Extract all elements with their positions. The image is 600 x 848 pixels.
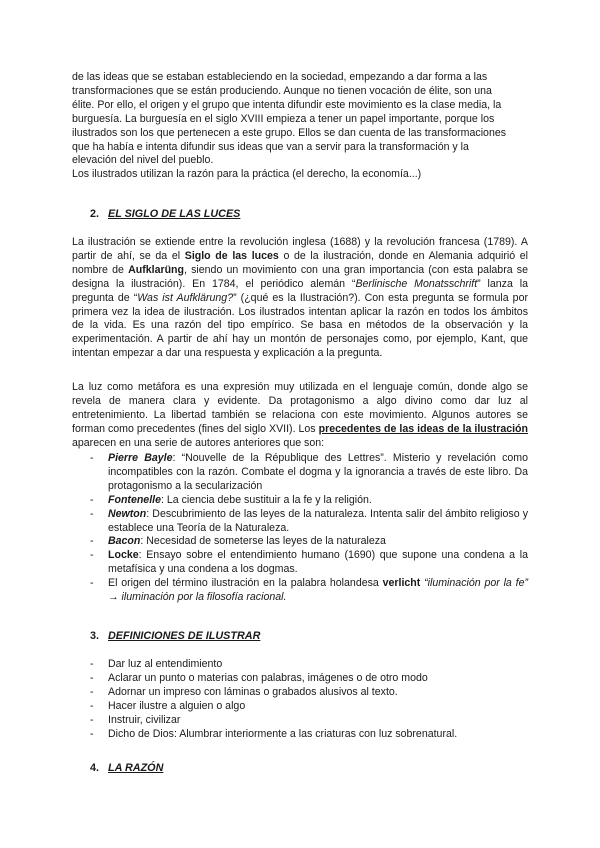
intro-line: de las ideas que se estaban estableciendo en la sociedad, empezando a dar forma a las: [72, 71, 488, 83]
dash-bullet: -: [90, 507, 94, 520]
text-run: La ilustración se extiende entre la revolución inglesa (1688) y la revolución francesa (1789). A partir de ahí, se da el: [72, 236, 528, 262]
dash-bullet: -: [90, 535, 94, 548]
section-4-heading: [90, 761, 163, 775]
text-run: , siendo un movimiento con una gran importancia (con esta palabra se designa la ilustración). En 1784, el periódico alemán “: [72, 263, 528, 290]
author-name: Newton: [108, 507, 147, 520]
italic-definition: “iluminación por la fe” → iluminación por la filosofía racional.: [108, 577, 528, 604]
list-item: [90, 577, 528, 605]
italic-term: Berlinische Monatsschrift: [355, 277, 478, 290]
section-number: 2.: [90, 208, 100, 220]
list-item: [90, 728, 528, 742]
section-2-paragraph-2: [72, 381, 528, 451]
text-run: ” lanza la pregunta de “: [72, 277, 528, 304]
definitions-list: [90, 658, 528, 741]
definition-text: Dicho de Dios: Alumbrar interiormente a las criaturas con luz sobrenatural.: [108, 727, 458, 740]
italic-term: Was ist Aufklärung?: [137, 291, 234, 304]
text-run: La luz como metáfora es una expresión muy utilizada en el lenguaje común, donde algo se revela de manera clara y evidente. Da protagonismo a algo divino como dar luz al entretenimiento. La libertad también se relaciona con este movimiento. Algunos autores se forman como precedentes (fines del siglo XVII). Los: [72, 381, 528, 435]
author-name: Fontenelle: [108, 493, 161, 506]
section-2-heading: [90, 207, 240, 221]
section-3-heading: [90, 629, 260, 643]
list-item: [90, 714, 528, 728]
bold-term: verlicht: [382, 577, 421, 590]
section-number: 3.: [90, 630, 100, 642]
intro-paragraph: [72, 71, 528, 182]
list-item: [90, 452, 528, 494]
list-item: [90, 508, 528, 536]
list-item: [90, 549, 528, 577]
definition-text: Instruir, civilizar: [108, 713, 181, 726]
dash-bullet: -: [90, 493, 94, 506]
definition-text: Adornar un impreso con láminas o grabados alusivos al texto.: [108, 685, 398, 698]
text-run: o de la ilustración, donde en Alemania adquirió el nombre de: [72, 249, 529, 276]
precedent-authors-list: [90, 452, 528, 605]
dash-bullet: -: [90, 671, 94, 684]
author-description: : Necesidad de someterse las leyes de la naturaleza: [140, 535, 386, 548]
author-description: : Ensayo sobre el entendimiento humano (1690) que supone una condena a la metafísica y una condena a los dogmas.: [108, 549, 528, 576]
author-name: Pierre Bayle: [108, 452, 173, 464]
author-name: Bacon: [108, 535, 141, 548]
list-item: [90, 686, 528, 700]
author-name: Locke: [108, 549, 139, 562]
list-item: [90, 658, 528, 672]
dash-bullet: -: [90, 727, 94, 740]
intro-line: que ha había e intenta difundir sus ideas que van a servir para la transformación y la: [72, 140, 469, 153]
dash-bullet: -: [90, 658, 94, 670]
definition-text: Dar luz al entendimiento: [108, 658, 223, 670]
section-title: DEFINICIONES DE ILUSTRAR: [108, 630, 261, 642]
text-run: El origen del término ilustración en la palabra holandesa: [108, 577, 383, 590]
list-item: [90, 494, 528, 508]
dash-bullet: -: [90, 577, 94, 590]
bold-term: Siglo de las luces: [184, 249, 279, 262]
intro-line: burguesía. La burguesía en el siglo XVIII empieza a tener un papel importante, porque los: [72, 112, 495, 125]
section-title: LA RAZÓN: [108, 762, 164, 774]
intro-line: elevación del nivel del pueblo.: [72, 154, 214, 167]
author-description: : “Nouvelle de la République des Lettres”. Misterio y revelación como incompatibles con la razón. Combate el dogma y la ignorancia a través de este libro. Da protagonismo a la secularización: [108, 452, 528, 492]
bold-underlined-term: precedentes de las ideas de la ilustración: [318, 422, 528, 435]
definition-text: Hacer ilustre a alguien o algo: [108, 699, 246, 712]
author-description: : Descubrimiento de las leyes de la naturaleza. Intenta salir del ámbito religioso y establece una Teoría de la Naturaleza.: [108, 507, 528, 534]
intro-line: élite. Por ello, el origen y el grupo que intenta difundir este movimiento es la clase media, la: [72, 98, 502, 111]
text-run: aparecen en una serie de autores anteriores que son:: [72, 436, 325, 449]
intro-line: transformaciones que se están produciendo. Aunque no tienen vocación de élite, son una: [72, 84, 492, 97]
intro-line: ilustrados son los que pertenecen a este grupo. Ellos se dan cuenta de las transformaciones: [72, 126, 507, 139]
dash-bullet: -: [90, 699, 94, 712]
author-description: : La ciencia debe sustituir a la fe y la religión.: [160, 493, 372, 506]
section-title: EL SIGLO DE LAS LUCES: [108, 208, 241, 220]
dash-bullet: -: [90, 713, 94, 726]
list-item: [90, 700, 528, 714]
list-item: [90, 535, 528, 549]
dash-bullet: -: [90, 685, 94, 698]
dash-bullet: -: [90, 549, 94, 562]
dash-bullet: -: [90, 452, 94, 464]
section-number: 4.: [90, 762, 100, 774]
list-item: [90, 672, 528, 686]
intro-closing-line: Los ilustrados utilizan la razón para la práctica (el derecho, la economía...): [72, 168, 422, 181]
definition-text: Aclarar un punto o materias con palabras, imágenes o de otro modo: [108, 671, 428, 684]
section-2-paragraph-1: [72, 236, 528, 361]
text-run: ” (¿qué es la Ilustración?). Con esta pregunta se formula por primera vez la idea de ilustración. Los ilustrados intentan aplicar la razón en todos los ámbitos de la vida. Es una razón del tipo empírico. Se basa en métodos de la observación y la experimentación. A partir de ahí hay un montón de personajes como, por ejemplo, Kant, que intentan empezar a dar una respuesta y explicación a la pregunta.: [72, 291, 528, 360]
bold-term: Aufklarüng: [128, 263, 184, 276]
